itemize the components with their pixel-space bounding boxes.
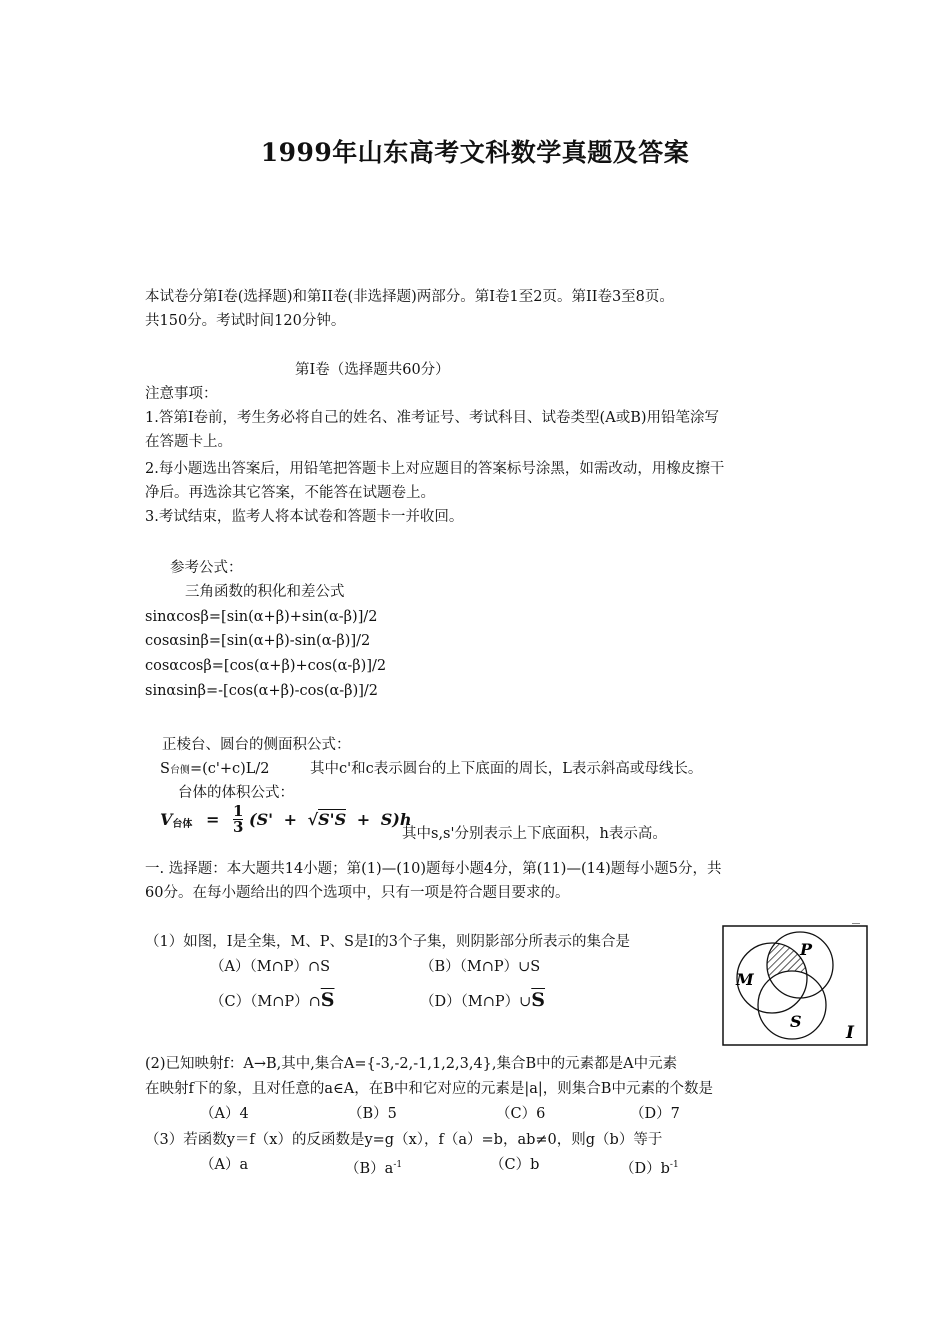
q3-option-c: （C）b xyxy=(490,1157,540,1173)
trig-heading: 三角函数的积化和差公式 xyxy=(185,584,345,600)
section-1-heading: 第Ⅰ卷（选择题共60分） xyxy=(295,362,450,378)
sqrt-sign: √ xyxy=(307,810,319,829)
volume-heading: 台体的体积公式： xyxy=(178,785,294,801)
note-3: 3.考试结束，监考人将本试卷和答题卡一并收回。 xyxy=(145,509,464,525)
volume-formula: $V_{台体}$ = $\frac{1}{3}$ (S' + √S'S + S)h xyxy=(160,802,412,836)
q1-option-d: $(D)(M\cap P)\cup\overline{S}$ xyxy=(420,989,546,1011)
intro-line-1: 本试卷分第Ⅰ卷(选择题)和第II卷(非选择题)两部分。第Ⅰ卷1至2页。第II卷3至8页。 xyxy=(145,289,674,305)
note-1b: 在答题卡上。 xyxy=(145,434,232,450)
label-i: I xyxy=(846,1023,854,1043)
q3-stem: （3）若函数y＝f（x）的反函数是y=g（x），f（a）=b，ab≠0，则g（b）等于 xyxy=(145,1132,663,1148)
q1-option-a: （A）（M∩P）∩S xyxy=(210,959,331,975)
note-2a: 2.每小题选出答案后，用铅笔把答题卡上对应题目的答案标号涂黑，如需改动，用橡皮擦干 xyxy=(145,461,725,477)
q3-option-a: （A）a xyxy=(200,1157,249,1173)
venn-diagram xyxy=(722,923,868,1047)
q3-option-b: $(B)a^{-1}$ xyxy=(345,1160,403,1177)
note-1a: 1.答第Ⅰ卷前，考生务必将自己的姓名、准考证号、考试科目、试卷类型(A或B)用铅笔涂写 xyxy=(145,410,719,426)
q2-option-a: （A）4 xyxy=(200,1106,249,1122)
label-s: S xyxy=(790,1012,802,1031)
lateral-heading: 正棱台、圆台的侧面积公式： xyxy=(162,737,351,753)
q1-stem: （1）如图，I是全集，M、P、S是I的3个子集，则阴影部分所表示的集合是 xyxy=(145,934,630,950)
q1-option-b: （B）（M∩P）∪S xyxy=(420,959,541,975)
q2-option-d: （D）7 xyxy=(630,1106,680,1122)
page-title: 1999年山东高考文科数学真题及答案 xyxy=(260,138,690,167)
trig-formula-2: cosαsinβ=[sin(α+β)-sin(α-β)]/2 xyxy=(145,633,371,649)
trig-formula-1: sinαcosβ=[sin(α+β)+sin(α-β)]/2 xyxy=(145,609,378,625)
trig-formula-4: sinαsinβ=-[cos(α+β)-cos(α-β)]/2 xyxy=(145,683,378,699)
label-m: M xyxy=(736,970,754,989)
q2-option-c: （C）6 xyxy=(496,1106,546,1122)
q1-option-c: $(C)(M\cap P)\cap\overline{S}$ xyxy=(210,989,335,1011)
formulas-heading: 参考公式： xyxy=(170,560,243,576)
note-2b: 净后。再选涂其它答案，不能答在试题卷上。 xyxy=(145,485,435,501)
notes-heading: 注意事项： xyxy=(145,386,218,402)
trig-formula-3: cosαcosβ=[cos(α+β)+cos(α-β)]/2 xyxy=(145,658,387,674)
intro-line-2: 共150分。考试时间120分钟。 xyxy=(145,313,346,329)
q3-option-d: $(D)b^{-1}$ xyxy=(620,1160,679,1177)
q2-option-b: （B）5 xyxy=(348,1106,397,1122)
label-p: P xyxy=(800,940,813,959)
part1-line-1: 一. 选择题：本大题共14小题；第(1)—(10)题每小题4分，第(11)—(14)题每小题5分，共 xyxy=(145,861,722,877)
q2-line-1: (2)已知映射f：A→B,其中,集合A={-3,-2,-1,1,2,3,4},集合B中的元素都是A中元素 xyxy=(145,1056,678,1072)
lateral-description: 其中c'和c表示圆台的上下底面的周长，L表示斜高或母线长。 xyxy=(310,761,703,777)
volume-description: 其中s,s'分别表示上下底面积，h表示高。 xyxy=(402,826,667,842)
part1-line-2: 60分。在每小题给出的四个选项中，只有一项是符合题目要求的。 xyxy=(145,885,570,901)
q2-line-2: 在映射f下的象，且对任意的a∈A，在B中和它对应的元素是|a|，则集合B中元素的个数是 xyxy=(145,1081,713,1097)
volume-fraction: $\frac{1}{3}$ xyxy=(232,802,244,836)
lateral-formula: S台侧=(c'+c)L/2 xyxy=(160,761,270,777)
